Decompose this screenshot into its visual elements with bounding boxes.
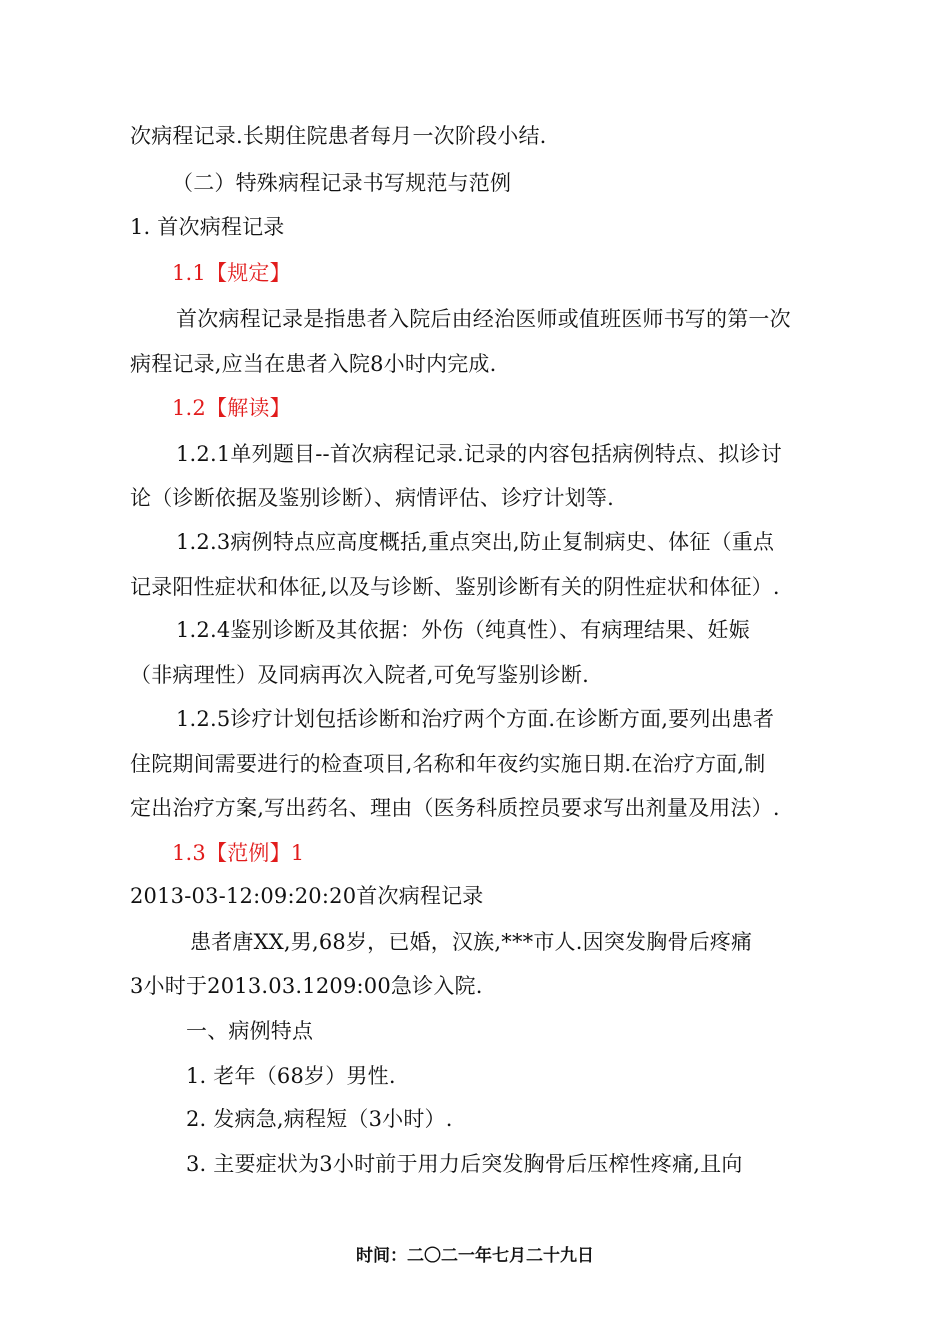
subsection-heading: 1. 首次病程记录 bbox=[130, 215, 285, 239]
paragraph-line: 1.2.5诊疗计划包括诊断和治疗两个方面.在诊断方面,要列出患者 bbox=[176, 707, 775, 731]
list-item: 2. 发病急,病程短（3小时）. bbox=[186, 1107, 453, 1131]
record-timestamp: 2013-03-12:09:20:20首次病程记录 bbox=[130, 884, 484, 908]
paragraph-line: 住院期间需要进行的检查项目,名称和年夜约实施日期.在治疗方面,制 bbox=[130, 752, 766, 776]
list-item: 1. 老年（68岁）男性. bbox=[186, 1064, 396, 1088]
paragraph-line: 1.2.4鉴别诊断及其依据：外伤（纯真性）、有病理结果、妊娠 bbox=[176, 618, 750, 642]
paragraph-line: 患者唐XX,男,68岁，已婚，汉族,***市人.因突发胸骨后疼痛 bbox=[190, 930, 753, 954]
section-heading: （二）特殊病程记录书写规范与范例 bbox=[172, 171, 512, 195]
page-footer-date: 时间：二〇二一年七月二十九日 bbox=[356, 1246, 594, 1266]
text-line-continued: 次病程记录.长期住院患者每月一次阶段小结. bbox=[130, 124, 547, 148]
heading-rules: 1.1【规定】 bbox=[172, 261, 291, 285]
list-heading: 一、病例特点 bbox=[186, 1019, 314, 1043]
paragraph-line: 首次病程记录是指患者入院后由经治医师或值班医师书写的第一次 bbox=[176, 307, 791, 331]
paragraph-line: 病程记录,应当在患者入院8小时内完成. bbox=[130, 352, 497, 376]
heading-interpretation: 1.2【解读】 bbox=[172, 396, 291, 420]
list-item: 3. 主要症状为3小时前于用力后突发胸骨后压榨性疼痛,且向 bbox=[186, 1152, 743, 1176]
paragraph-line: 记录阳性症状和体征,以及与诊断、鉴别诊断有关的阴性症状和体征）. bbox=[130, 575, 780, 599]
paragraph-line: 1.2.1单列题目--首次病程记录.记录的内容包括病例特点、拟诊讨 bbox=[176, 442, 782, 466]
paragraph-line: 3小时于2013.03.1209:00急诊入院. bbox=[130, 974, 483, 998]
paragraph-line: （非病理性）及同病再次入院者,可免写鉴别诊断. bbox=[130, 663, 589, 687]
paragraph-line: 定出治疗方案,写出药名、理由（医务科质控员要求写出剂量及用法）. bbox=[130, 796, 780, 820]
heading-example: 1.3【范例】1 bbox=[172, 841, 305, 865]
paragraph-line: 1.2.3病例特点应高度概括,重点突出,防止复制病史、体征（重点 bbox=[176, 530, 775, 554]
paragraph-line: 论（诊断依据及鉴别诊断）、病情评估、诊疗计划等. bbox=[130, 486, 614, 510]
